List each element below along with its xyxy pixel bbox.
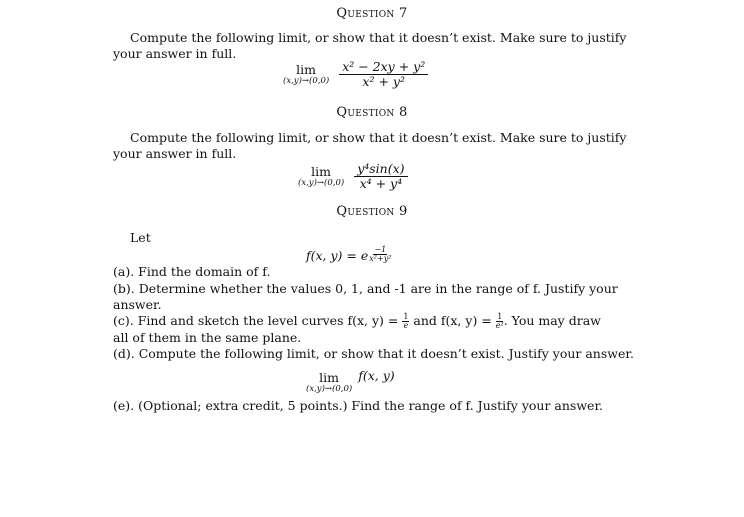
exponent-fraction bbox=[369, 246, 391, 263]
question-9-heading: Question 9 bbox=[336, 204, 408, 219]
q8-text-line2: your answer in full. bbox=[113, 146, 237, 161]
part-b-line2: answer. bbox=[113, 297, 162, 312]
let-text: Let bbox=[130, 230, 151, 245]
lim-subscript: (x,y)→(0,0) bbox=[298, 178, 345, 188]
part-d-limit bbox=[306, 368, 395, 394]
part-c-line2: all of them in the same plane. bbox=[113, 330, 302, 345]
lim-label: lim bbox=[311, 164, 332, 179]
fraction-1-over-e bbox=[402, 313, 409, 330]
denominator: x⁴ + y⁴ bbox=[359, 176, 403, 191]
fraction-1-over-e2 bbox=[496, 313, 504, 330]
f1-den: e bbox=[403, 321, 409, 330]
q7-text-line2: your answer in full. bbox=[113, 46, 237, 61]
part-c-line1 bbox=[113, 313, 601, 330]
c-mid: and f(x, y) = bbox=[413, 313, 492, 328]
q8-text-line1: Compute the following limit, or show that it doesn’t exist. Make sure to justify bbox=[130, 130, 627, 145]
limit-expression: f(x, y) bbox=[358, 368, 395, 383]
lim-label: lim bbox=[296, 62, 317, 77]
q8-limit-formula bbox=[298, 162, 408, 191]
q7-text-line1: Compute the following limit, or show that it doesn’t exist. Make sure to justify bbox=[130, 30, 627, 45]
question-8-heading: Question 8 bbox=[336, 105, 408, 120]
exp-num: −1 bbox=[374, 245, 387, 254]
part-b-line1: (b). Determine whether the values 0, 1, and -1 are in the range of f. Justify your bbox=[113, 281, 618, 296]
numerator: y⁴sin(x) bbox=[354, 162, 407, 177]
f2-num: 1 bbox=[497, 312, 503, 321]
f2-den: e² bbox=[495, 321, 504, 330]
lim-subscript: (x,y)→(0,0) bbox=[306, 384, 353, 394]
c-post: . You may draw bbox=[503, 313, 601, 328]
question-7-heading: Question 7 bbox=[336, 6, 408, 21]
denominator: x² + y² bbox=[362, 74, 405, 89]
lim-subscript: (x,y)→(0,0) bbox=[283, 76, 330, 86]
q7-limit-formula bbox=[283, 60, 428, 89]
part-a: (a). Find the domain of f. bbox=[113, 264, 271, 279]
function-lhs: f(x, y) = e bbox=[306, 248, 369, 263]
c-pre: (c). Find and sketch the level curves f(x, y) = bbox=[113, 313, 399, 328]
part-e: (e). (Optional; extra credit, 5 points.) Find the range of f. Justify your answer. bbox=[113, 398, 604, 413]
lim-label: lim bbox=[319, 370, 340, 385]
exp-den: x²+y² bbox=[369, 254, 392, 263]
f1-num: 1 bbox=[403, 312, 409, 321]
part-d: (d). Compute the following limit, or show that it doesn’t exist. Justify your answer. bbox=[113, 346, 634, 361]
numerator: x² − 2xy + y² bbox=[339, 60, 428, 75]
function-definition bbox=[306, 246, 391, 264]
